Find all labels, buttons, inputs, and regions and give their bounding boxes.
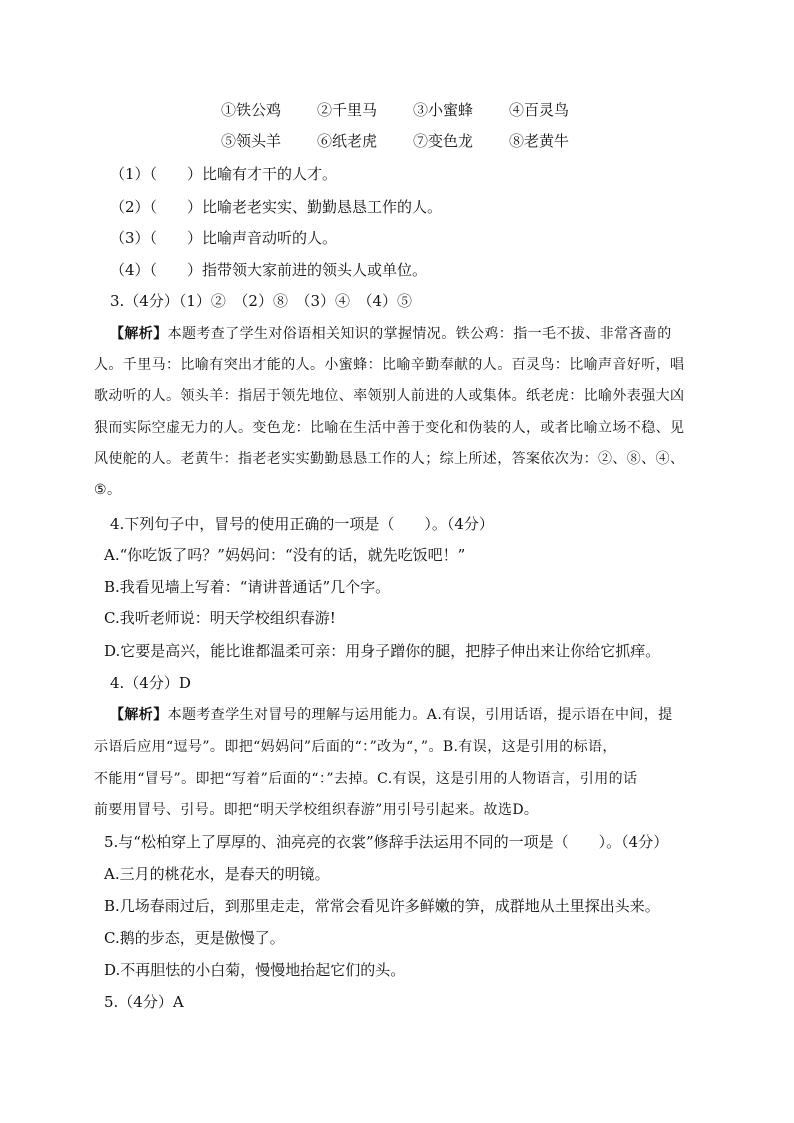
analysis-tag: 【解析】 bbox=[110, 707, 168, 723]
q4-analysis-line: 前要用冒号、引号。即把“明天学校组织春游”用引号引起来。故选D。 bbox=[94, 802, 539, 818]
q5-answer: 5.（4分）A bbox=[104, 993, 184, 1011]
option-item: ③小蜜蜂 bbox=[413, 101, 474, 119]
q3-item: （4）（ ）指带领大家前进的领头人或单位。 bbox=[110, 261, 428, 279]
q3-analysis-line: 狠而实际空虚无力的人。变色龙：比喻在生活中善于变化和伪装的人，或者比喻立场不稳、见 bbox=[94, 420, 685, 436]
q4-option: A.“你吃饭了吗？”妈妈问：“没有的话，就先吃饭吧！” bbox=[104, 546, 466, 564]
option-item: ⑥纸老虎 bbox=[317, 132, 378, 150]
q5-option: B.几场春雨过后，到那里走走，常常会看见许多鲜嫩的笋，成群地从土里探出头来。 bbox=[104, 897, 660, 915]
q4-answer: 4.（4分）D bbox=[110, 674, 191, 692]
option-item: ①铁公鸡 bbox=[221, 101, 282, 119]
q3-analysis-line: 风使舵的人。老黄牛：指老老实实勤勤恳恳工作的人；综上所述，答案依次为：②、⑧、④、 bbox=[94, 451, 685, 467]
q4-analysis-line: 不能用“冒号”。即把“写着”后面的“：”去掉。C.有误，这是引用的人物语言，引用的话 bbox=[94, 771, 638, 787]
q3-analysis-line bbox=[110, 324, 672, 344]
options-row-2 bbox=[221, 131, 605, 151]
q4-question: 4.下列句子中，冒号的使用正确的一项是（ ）。（4分） bbox=[110, 515, 494, 533]
q3-answer: 3.（4分）（1）② （2）⑧ （3）④ （4）⑤ bbox=[110, 292, 413, 310]
q3-analysis-line: 人。千里马：比喻有突出才能的人。小蜜蜂：比喻辛勤奉献的人。百灵鸟：比喻声音好听，唱 bbox=[94, 357, 685, 373]
q3-item: （2）（ ）比喻老老实实、勤勤恳恳工作的人。 bbox=[110, 198, 443, 216]
q5-question: 5.与“松柏穿上了厚厚的、油亮亮的衣裳”修辞手法运用不同的一项是（ ）。（4分） bbox=[104, 833, 669, 851]
option-item: ⑧老黄牛 bbox=[509, 132, 570, 150]
q5-option: C.鹅的步态，更是傲慢了。 bbox=[104, 929, 285, 947]
q3-item: （3）（ ）比喻声音动听的人。 bbox=[110, 229, 338, 247]
q5-option: D.不再胆怯的小白菊，慢慢地抬起它们的头。 bbox=[104, 961, 406, 979]
option-item: ②千里马 bbox=[317, 101, 378, 119]
q4-option: C.我听老师说：明天学校组织春游! bbox=[104, 609, 336, 627]
analysis-text: 本题考查学生对冒号的理解与运用能力。A.有误，引用话语，提示语在中间，提 bbox=[167, 707, 673, 723]
options-row-1 bbox=[221, 100, 605, 120]
option-item: ④百灵鸟 bbox=[509, 101, 570, 119]
analysis-text: 本题考查了学生对俗语相关知识的掌握情况。铁公鸡：指一毛不拔、非常吝啬的 bbox=[167, 326, 672, 342]
q3-analysis-line: 歌动听的人。领头羊：指居于领先地位、率领别人前进的人或集体。纸老虎：比喻外表强大凶 bbox=[94, 388, 685, 404]
q3-analysis-line: ⑤。 bbox=[94, 482, 122, 498]
q5-option: A.三月的桃花水，是春天的明镜。 bbox=[104, 865, 330, 883]
q4-option: B.我看见墙上写着：“请讲普通话”几个字。 bbox=[104, 578, 391, 596]
q4-analysis-line bbox=[110, 705, 673, 725]
option-item: ⑤领头羊 bbox=[221, 132, 282, 150]
q4-analysis-line: 示语后应用“逗号”。即把“妈妈问”后面的“：”改为“，”。B.有误，这是引用的标语， bbox=[94, 739, 617, 755]
q4-option: D.它要是高兴，能比谁都温柔可亲：用身子蹭你的腿，把脖子伸出来让你给它抓痒。 bbox=[104, 642, 661, 660]
q3-item: （1）（ ）比喻有才干的人才。 bbox=[110, 165, 338, 183]
option-item: ⑦变色龙 bbox=[413, 132, 474, 150]
analysis-tag: 【解析】 bbox=[110, 326, 168, 342]
